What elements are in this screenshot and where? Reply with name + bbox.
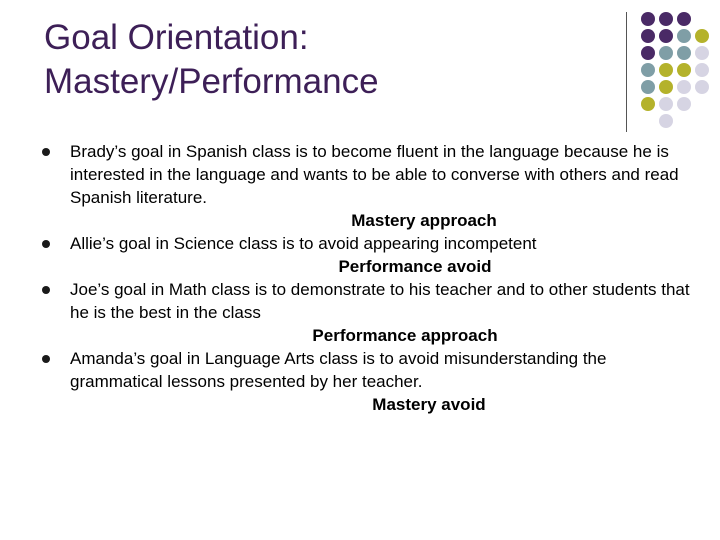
dot: [641, 97, 655, 111]
list-item: [40, 347, 690, 393]
dot: [659, 46, 673, 60]
bullet-icon: [42, 240, 50, 248]
answer-label: [128, 209, 690, 232]
dot: [677, 80, 691, 94]
dot: [641, 29, 655, 43]
item-text: Joe’s goal in Math class is to demonstrate to his teacher and to other students that he is the best in the class: [70, 280, 690, 322]
list-item: [40, 232, 690, 255]
dot: [677, 97, 691, 111]
list-item: [40, 278, 690, 324]
item-text: Brady’s goal in Spanish class is to become fluent in the language because he is interested in the language and wants to be able to converse with others and read Spanish literature.: [70, 142, 679, 207]
dot: [659, 12, 673, 26]
dot: [641, 46, 655, 60]
dot: [677, 63, 691, 77]
dot: [677, 29, 691, 43]
dot: [659, 29, 673, 43]
dot: [659, 63, 673, 77]
answer-text: Performance avoid: [338, 257, 492, 276]
dot: [659, 80, 673, 94]
item-text: Amanda’s goal in Language Arts class is to avoid misunderstanding the grammatical lessons presented by her teacher.: [70, 349, 607, 391]
dot: [641, 63, 655, 77]
answer-text: Mastery approach: [351, 211, 497, 230]
bullet-icon: [42, 286, 50, 294]
dot: [641, 80, 655, 94]
answer-label: [138, 393, 690, 416]
bullet-icon: [42, 148, 50, 156]
dot: [659, 97, 673, 111]
item-text: Allie’s goal in Science class is to avoid appearing incompetent: [70, 234, 537, 253]
answer-label: [90, 324, 690, 347]
bullet-icon: [42, 355, 50, 363]
dot: [677, 46, 691, 60]
dot: [695, 46, 709, 60]
title-line-2: Mastery/Performance: [44, 62, 379, 101]
dot: [641, 12, 655, 26]
dot: [659, 114, 673, 128]
answer-text: Performance approach: [312, 326, 498, 345]
dot: [695, 29, 709, 43]
dot: [695, 63, 709, 77]
answer-text: Mastery avoid: [372, 395, 486, 414]
list-item: [40, 140, 690, 209]
title-line-1: Goal Orientation:: [44, 18, 309, 57]
dot: [695, 80, 709, 94]
dot: [677, 12, 691, 26]
answer-label: [110, 255, 690, 278]
decorative-dot-grid: [0, 0, 720, 140]
bullet-list: [40, 140, 690, 416]
